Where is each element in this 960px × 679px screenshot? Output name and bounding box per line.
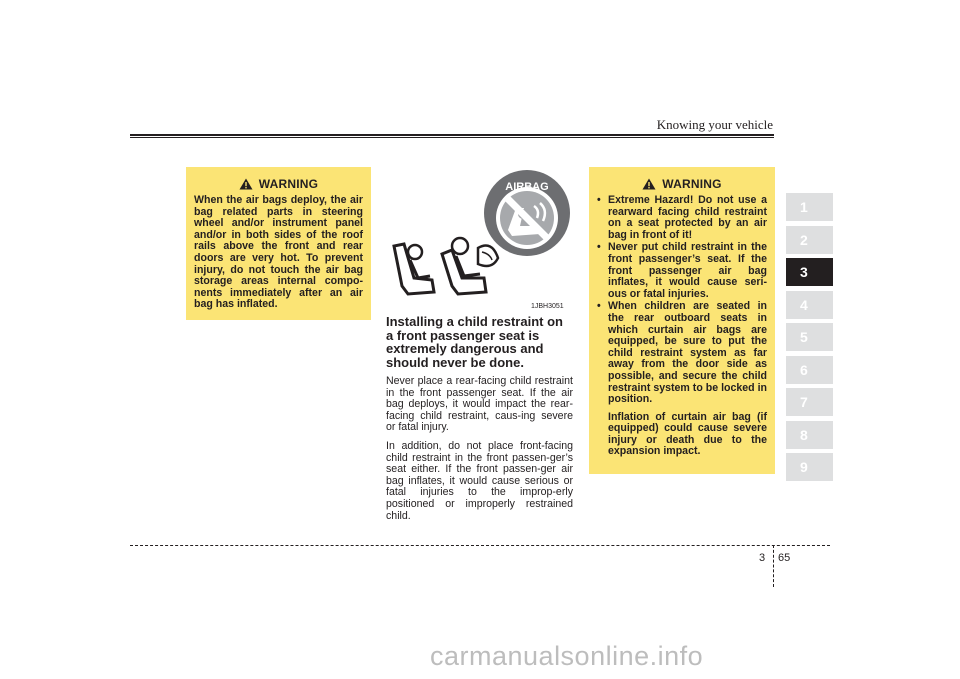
header-rule: [130, 134, 774, 136]
chapter-tab-1[interactable]: 1: [786, 193, 833, 221]
figure-code: 1JBH3051: [531, 303, 564, 310]
page-number: 65: [778, 552, 791, 564]
chapter-tab-8[interactable]: 8: [786, 421, 833, 449]
warning-title: WARNING: [258, 177, 319, 191]
chapter-tab-9[interactable]: 9: [786, 453, 833, 481]
footer-rule: [130, 545, 830, 546]
watermark: carmanualsonline.info: [430, 641, 704, 671]
chapter-tabs: [786, 193, 833, 486]
chapter-tab-3[interactable]: 3: [786, 258, 833, 286]
airbag-badge-text: AIRBAG: [505, 181, 549, 193]
chapter-tab-6[interactable]: 6: [786, 356, 833, 384]
front-seat-occupant-icon: [442, 238, 498, 294]
warning-list: [597, 195, 767, 458]
chapter-tab-2[interactable]: 2: [786, 226, 833, 254]
warning-list-item: • Never put child restraint in the front passenger’s seat. If the front passenger air bag inflates, it would cause seri-ous or fatal injuries.: [597, 242, 767, 300]
chapter-tab-7[interactable]: 7: [786, 388, 833, 416]
warning-body: When the air bags deploy, the air bag related parts in steering wheel and/or instrument panel and/or in both sides of the roof rails above the front and rear doors are very hot. To prevent injury, do not touch the air bag storage areas internal compo-nents immediately after an air bag has inflated.: [194, 194, 363, 311]
page-chapter-number: 3: [759, 552, 766, 564]
warning-box-right: [589, 167, 775, 474]
warning-box-left: [186, 167, 371, 320]
warning-header: [597, 177, 767, 191]
section-heading: Installing a child restraint on a front passenger seat is extremely dangerous and should never be done.: [386, 314, 563, 370]
body-paragraph: Never place a rear-facing child restraint in the front passenger seat. If the air bag deploys, it would impact the rear-facing child restraint, caus-ing severe or fatal injury.: [386, 375, 573, 434]
warning-list-item: • Extreme Hazard! Do not use a rearward facing child restraint on a seat protected by an air bag in front of it!: [597, 195, 767, 241]
header-rule-thin: [130, 137, 774, 138]
warning-title: WARNING: [662, 177, 722, 191]
warning-header: [194, 177, 363, 191]
chapter-tab-5[interactable]: 5: [786, 323, 833, 351]
header-title: Knowing your vehicle: [656, 117, 773, 132]
airbag-child-seat-illustration: [390, 168, 575, 318]
warning-triangle-icon: [642, 178, 656, 190]
rear-seat-occupant-icon: [394, 244, 434, 294]
chapter-tab-4[interactable]: 4: [786, 291, 833, 319]
warning-triangle-icon: [239, 178, 253, 190]
footer-divider: [773, 545, 774, 587]
body-paragraph: In addition, do not place front-facing child restraint in the front passen-ger’s seat either. If the front passen-ger air bag inflates, it would cause serious or fatal injuries to the improp-erly positioned or improperly restrained child.: [386, 439, 573, 522]
no-child-seat-airbag-icon: [484, 170, 570, 256]
warning-list-item: • When children are seated in the rear outboard seats in which curtain air bags are equipped, be sure to put the child restraint system as far away from the door side as possible, and secure the child restraint system to be locked in position.: [597, 301, 767, 405]
warning-extra-paragraph: Inflation of curtain air bag (if equipped) could cause severe injury or death due to the expansion impact.: [608, 410, 767, 458]
middle-column: [386, 315, 573, 529]
